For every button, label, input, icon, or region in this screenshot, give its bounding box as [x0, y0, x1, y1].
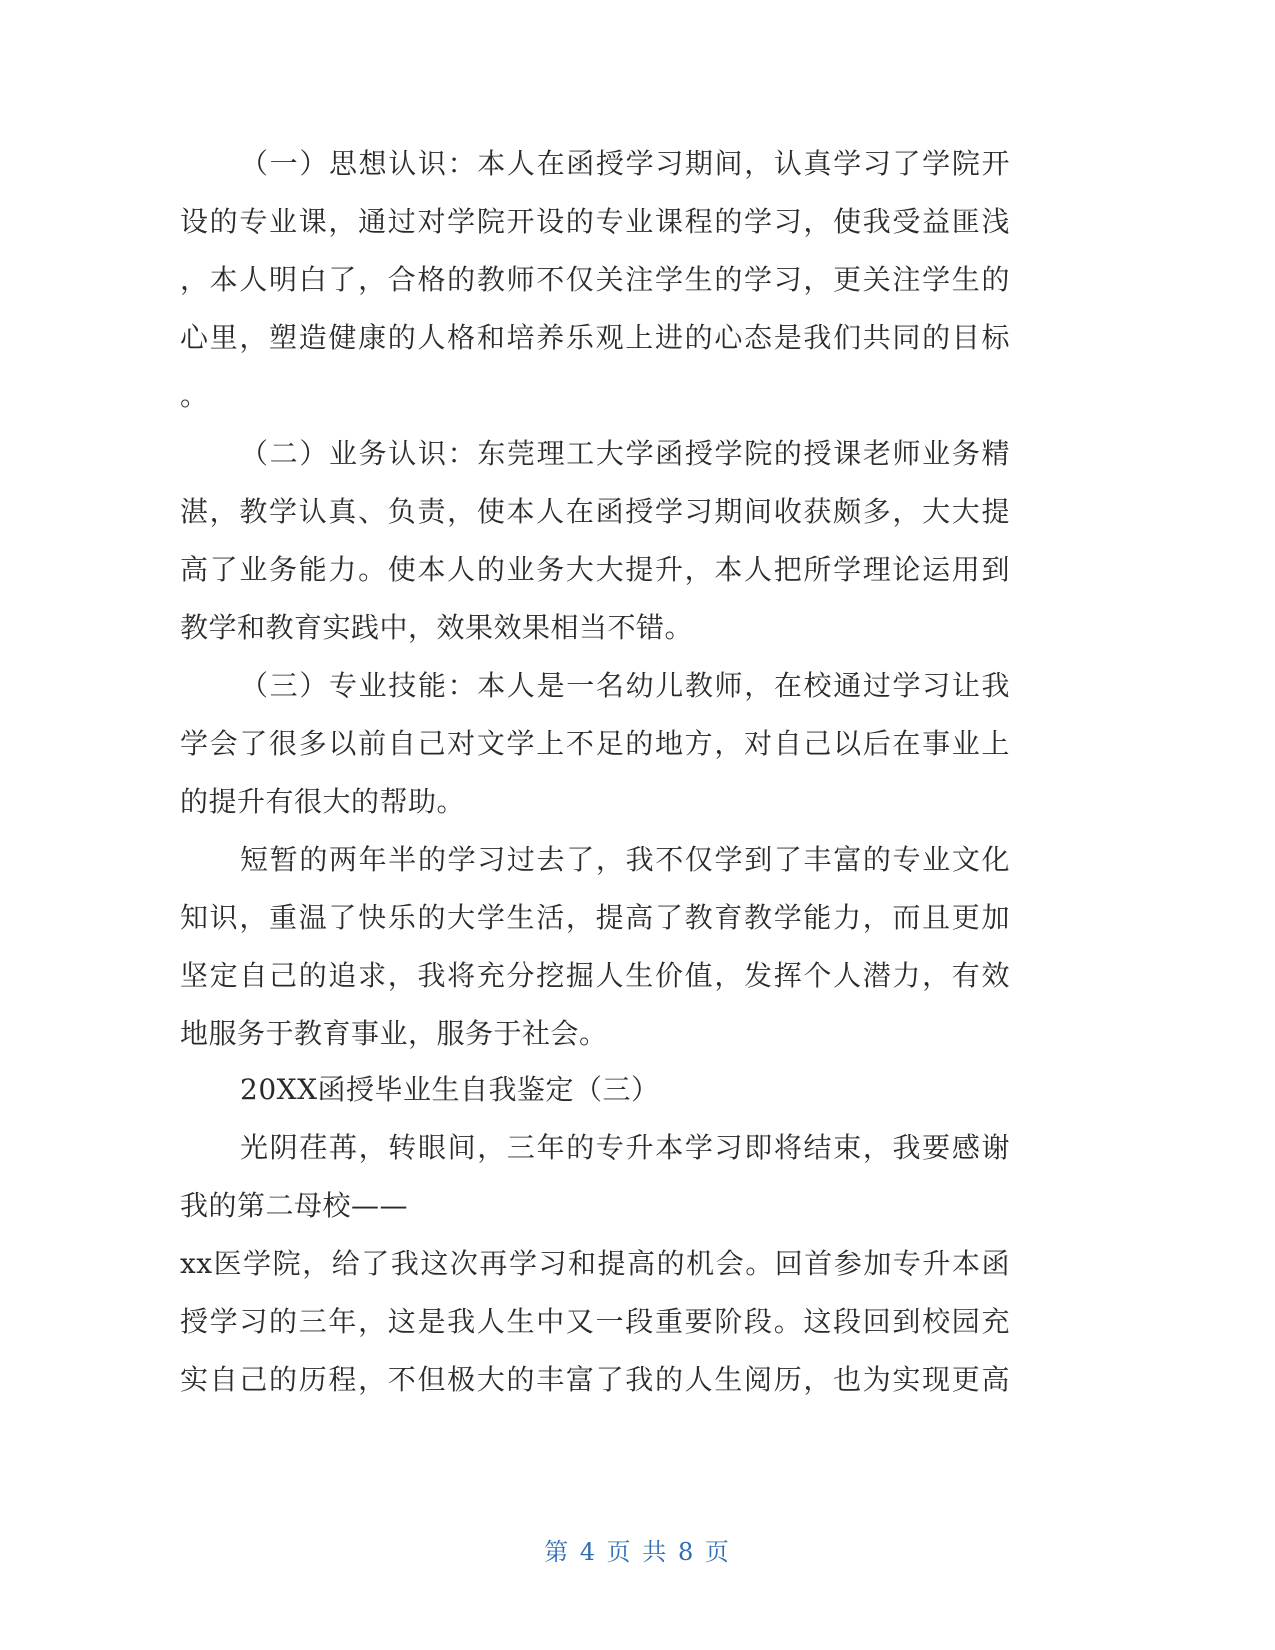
section-heading: 20XX函授毕业生自我鉴定（三）: [240, 1073, 660, 1106]
paragraph-line: 我的第二母校——: [180, 1189, 409, 1222]
paragraph-line: 光阴荏苒，转眼间，三年的专升本学习即将结束，我要感谢: [240, 1131, 1010, 1164]
paragraph-line: 短暂的两年半的学习过去了，我不仅学到了丰富的专业文化: [240, 843, 1010, 876]
paragraph-line: （二）业务认识：东莞理工大学函授学院的授课老师业务精: [240, 437, 1010, 470]
paragraph-line: 地服务于教育事业，服务于社会。: [180, 1017, 608, 1050]
paragraph-line: 坚定自己的追求，我将充分挖掘人生价值，发挥个人潜力，有效: [180, 959, 1010, 992]
paragraph-line: 心里，塑造健康的人格和培养乐观上进的心态是我们共同的目标: [180, 321, 1010, 354]
page-number-footer: 第 4 页 共 8 页: [544, 1538, 731, 1566]
paragraph-line: 设的专业课，通过对学院开设的专业课程的学习，使我受益匪浅: [180, 205, 1010, 238]
paragraph-line: 学会了很多以前自己对文学上不足的地方，对自己以后在事业上: [180, 727, 1010, 760]
paragraph-line: 高了业务能力。使本人的业务大大提升，本人把所学理论运用到: [180, 553, 1010, 586]
paragraph-line: 教学和教育实践中，效果效果相当不错。: [180, 611, 694, 644]
paragraph-line: 的提升有很大的帮助。: [180, 785, 466, 818]
paragraph-line: 湛，教学认真、负责，使本人在函授学习期间收获颇多，大大提: [180, 495, 1010, 528]
paragraph-line: 。: [180, 379, 209, 412]
paragraph-line: ，本人明白了，合格的教师不仅关注学生的学习，更关注学生的: [180, 263, 1010, 296]
paragraph-line: 授学习的三年，这是我人生中又一段重要阶段。这段回到校园充: [180, 1305, 1010, 1338]
paragraph-line: xx医学院，给了我这次再学习和提高的机会。回首参加专升本函: [180, 1247, 1010, 1280]
paragraph-line: （一）思想认识：本人在函授学习期间，认真学习了学院开: [240, 147, 1010, 180]
paragraph-line: 知识，重温了快乐的大学生活，提高了教育教学能力，而且更加: [180, 901, 1010, 934]
paragraph-line: （三）专业技能：本人是一名幼儿教师，在校通过学习让我: [240, 669, 1010, 702]
paragraph-line: 实自己的历程，不但极大的丰富了我的人生阅历，也为实现更高: [180, 1363, 1010, 1396]
